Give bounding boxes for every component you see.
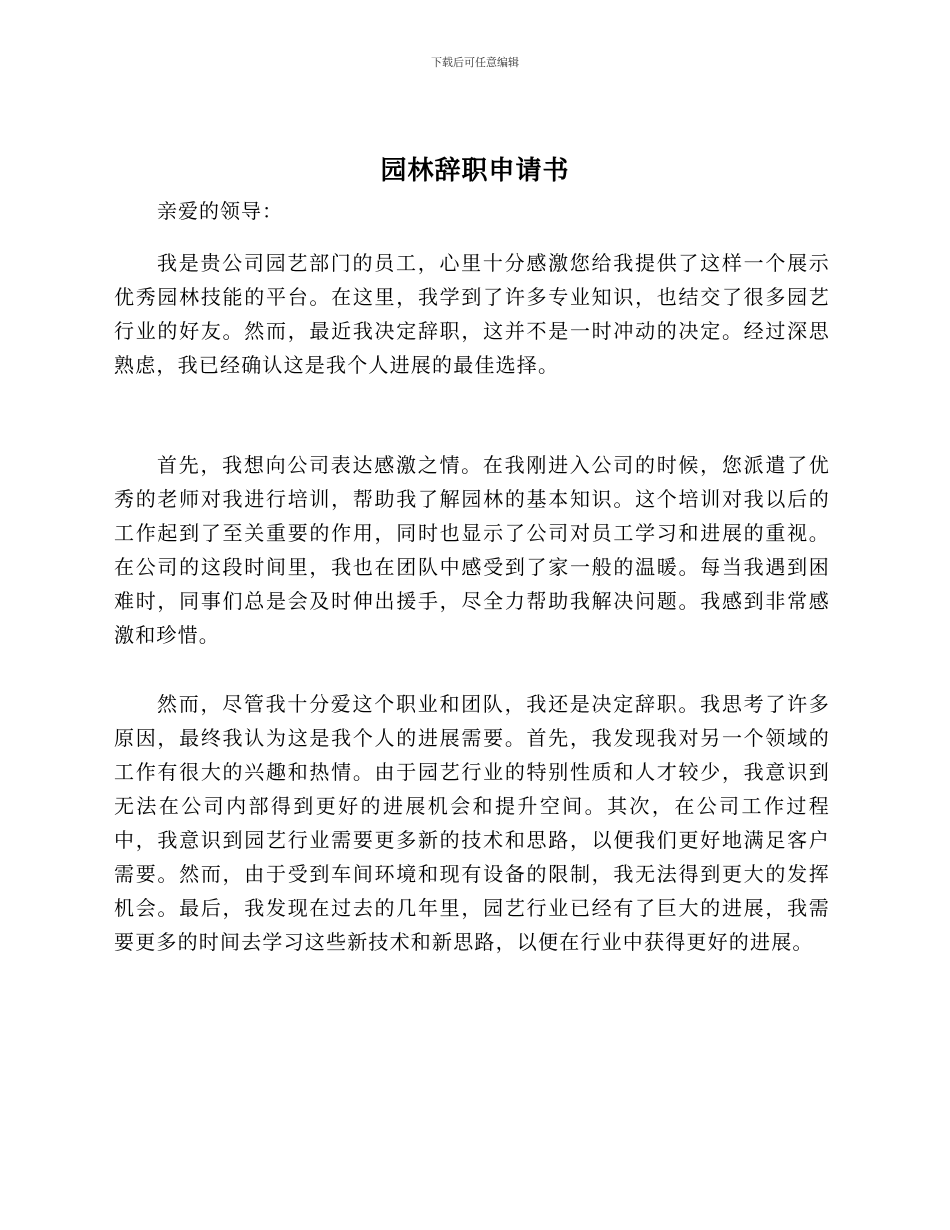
document-title: 园林辞职申请书 [380,156,570,186]
body-paragraph-2: 首先，我想向公司表达感激之情。在我刚进入公司的时候，您派遣了优秀的老师对我进行培训，帮助我了解园林的基本知识。这个培训对我以后的工作起到了至关重要的作用，同时也显示了公司对员工学习和进展的重视。在公司的这段时间里，我也在团队中感受到了家一般的温暖。每当我遇到困难时，同事们总是会及时伸出援手，尽全力帮助我解决问题。我感到非常感激和珍惜。 [114,453,830,647]
page-header-note: 下载后可任意编辑 [431,56,519,69]
body-paragraph-3: 然而，尽管我十分爱这个职业和团队，我还是决定辞职。我思考了许多原因，最终我认为这是我个人的进展需要。首先，我发现我对另一个领域的工作有很大的兴趣和热情。由于园艺行业的特别性质和人才较少，我意识到无法在公司内部得到更好的进展机会和提升空间。其次，在公司工作过程中，我意识到园艺行业需要更多新的技术和思路，以便我们更好地满足客户需要。然而，由于受到车间环境和现有设备的限制，我无法得到更大的发挥机会。最后，我发现在过去的几年里，园艺行业已经有了巨大的进展，我需要更多的时间去学习这些新技术和新思路，以便在行业中获得更好的进展。 [114,692,830,954]
body-paragraph-1: 我是贵公司园艺部门的员工，心里十分感激您给我提供了这样一个展示优秀园林技能的平台。在这里，我学到了许多专业知识，也结交了很多园艺行业的好友。然而，最近我决定辞职，这并不是一时冲动的决定。经过深思熟虑，我已经确认这是我个人进展的最佳选择。 [114,251,830,377]
salutation: 亲爱的领导： [157,199,283,223]
